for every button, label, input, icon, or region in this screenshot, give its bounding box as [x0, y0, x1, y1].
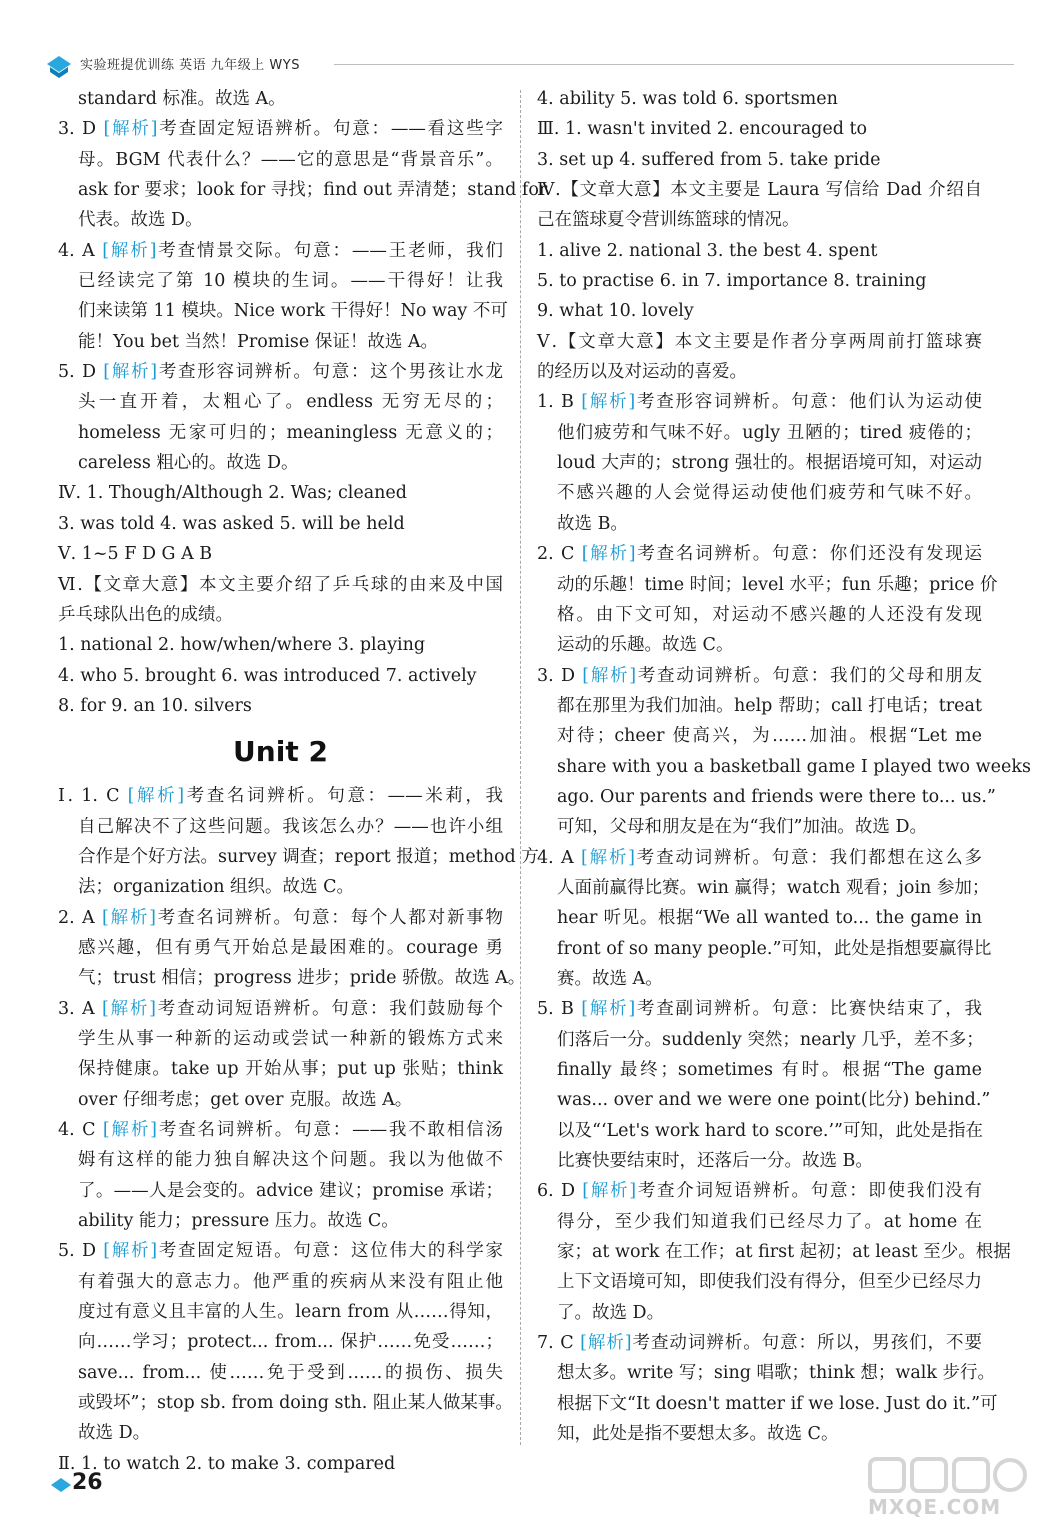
answer-line: 4. ability 5. was told 6. sportsmen	[537, 89, 838, 109]
answer-line: 对待；cheer 使高兴，为……加油。根据“Let me	[557, 726, 982, 747]
answer-line: 姆有这样的能力独自解决这个问题。我以为他做不	[78, 1150, 503, 1171]
unit-heading: Unit 2	[233, 735, 328, 769]
analysis-tag: [解析]	[102, 240, 157, 261]
page-number: 26	[72, 1470, 103, 1495]
answer-line: save... from... 使……免于受到……的损伤、损失	[78, 1362, 503, 1383]
answer-line: 能！You bet 当然！Promise 保证！故选 A。	[78, 331, 439, 352]
answer-line: front of so many people.”可知，此处是指想要赢得比	[557, 938, 992, 959]
answer-line: 3. D [解析]考查动词辨析。句意：我们的父母和朋友	[537, 665, 983, 686]
answer-line: Ⅰ. 1. C [解析]考查名词辨析。句意：——米莉，我	[58, 786, 504, 807]
answer-line: ability 能力；pressure 压力。故选 C。	[78, 1211, 399, 1232]
answer-line: 5. D [解析]考查形容词辨析。句意：这个男孩让水龙	[58, 362, 504, 383]
left-column	[58, 84, 548, 1479]
page-number-icon	[50, 1475, 72, 1495]
answer-line: 乒乓球队出色的成绩。	[58, 604, 233, 625]
answer-line: was... over and we were one point(比分) behind.”	[557, 1090, 991, 1111]
analysis-tag: [解析]	[102, 907, 157, 928]
analysis-tag: [解析]	[127, 786, 185, 807]
answer-line: loud 大声的；strong 强壮的。根据语境可知，对运动	[557, 453, 982, 474]
page-header	[44, 50, 1014, 82]
answer-line: 4. who 5. brought 6. was introduced 7. actively	[58, 665, 477, 686]
answer-line: 学生从事一种新的运动或尝试一种新的锻炼方式来	[78, 1028, 503, 1049]
answer-line: 母。BGM 代表什么？——它的意思是“背景音乐”。	[78, 149, 503, 170]
analysis-tag: [解析]	[102, 998, 157, 1019]
answer-line: 的经历以及对运动的喜爱。	[537, 362, 747, 383]
analysis-tag: [解析]	[581, 544, 636, 565]
answer-line: 度过有意义且丰富的人生。learn from 从……得知，	[78, 1302, 503, 1323]
answer-line: 比赛快要结束时，还落后一分。故选 B。	[557, 1151, 873, 1172]
answer-line: 以及“‘Let's work hard to score.’”可知，此处是指在	[557, 1120, 983, 1141]
analysis-tag: [解析]	[103, 119, 158, 140]
column-divider	[520, 90, 521, 1445]
answer-line: 格。由下文可知，对运动不感兴趣的人还没有发现	[557, 604, 982, 625]
answer-line: 1. national 2. how/when/where 3. playing	[58, 635, 426, 656]
answer-line: 家；at work 在工作；at first 起初；at least 至少。根据	[557, 1242, 1011, 1263]
answer-line: 己在篮球夏令营训练篮球的情况。	[537, 210, 800, 231]
answer-line: 得分，至少我们知道我们已经尽力了。at home 在	[557, 1211, 982, 1232]
analysis-tag: [解析]	[581, 999, 636, 1020]
answer-line: 5. to practise 6. in 7. importance 8. training	[537, 271, 927, 292]
answer-line: 8. for 9. an 10. silvers	[58, 695, 252, 716]
answer-line: hear 听见。根据“We all wanted to... the game in	[557, 908, 982, 929]
analysis-tag: [解析]	[581, 392, 636, 413]
analysis-tag: [解析]	[580, 1333, 632, 1354]
answer-line: standard 标准。故选 A。	[78, 89, 286, 109]
answer-line: 向……学习；protect... from... 保护……免受……；	[78, 1332, 503, 1353]
answer-line: 们落后一分。suddenly 突然；nearly 几乎，差不多；	[557, 1029, 984, 1050]
answer-line: 代表。故选 D。	[78, 210, 203, 231]
answer-line: 4. C [解析]考查名词辨析。句意：——我不敢相信汤	[58, 1120, 504, 1140]
answer-line: 3. A [解析]考查动词短语辨析。句意：我们鼓励每个	[58, 998, 504, 1019]
answer-line: 赛。故选 A。	[557, 968, 663, 989]
answer-line: 他们疲劳和气味不好。ugly 丑陋的；tired 疲倦的；	[557, 422, 982, 443]
answer-line: 1. alive 2. national 3. the best 4. spent	[537, 240, 878, 261]
answer-line: 3. set up 4. suffered from 5. take pride	[537, 149, 881, 170]
answer-line: 自己解决不了这些问题。我该怎么办？——也许小组	[78, 816, 503, 837]
answer-line: 们来读第 11 模块。Nice work 干得好！No way 不可	[78, 301, 508, 322]
answer-line: 9. what 10. lovely	[537, 301, 694, 322]
answer-line: 故选 D。	[78, 1423, 151, 1444]
analysis-tag: [解析]	[103, 1241, 158, 1262]
answer-line: 根据下文“It doesn't matter if we lose. Just do it.”可	[557, 1393, 998, 1414]
header-rule	[334, 64, 1014, 65]
answer-line: 动的乐趣！time 时间；level 水平；fun 乐趣；price 价	[557, 574, 998, 595]
answer-line: 头一直开着，太粗心了。endless 无穷无尽的；	[78, 392, 503, 413]
answer-line: 气；trust 相信；progress 进步；pride 骄傲。故选 A。	[78, 968, 526, 989]
answer-line: 知，此处是指不要想太多。故选 C。	[557, 1424, 839, 1445]
answer-line: 法；organization 组织。故选 C。	[78, 877, 355, 898]
answer-line: 2. C [解析]考查名词辨析。句意：你们还没有发现运	[537, 544, 982, 565]
analysis-tag: [解析]	[582, 1181, 637, 1202]
answer-line: over 仔细考虑；get over 克服。故选 A。	[78, 1089, 413, 1110]
answer-line: Ⅱ. 1. to watch 2. to make 3. compared	[58, 1453, 396, 1474]
header-title: 实验班提优训练 英语 九年级上 WYS	[80, 58, 300, 73]
answer-line: 运动的乐趣。故选 C。	[557, 635, 734, 656]
answer-line: Ⅵ.【文章大意】本文主要介绍了乒乓球的由来及中国	[58, 574, 503, 595]
answer-line: 合作是个好方法。survey 调查；report 报道；method 方	[78, 846, 539, 867]
watermark-logo-icon	[860, 1455, 1030, 1495]
answer-line: 6. D [解析]考查介词短语辨析。句意：即使我们没有	[537, 1181, 983, 1202]
answer-line: 1. B [解析]考查形容词辨析。句意：他们认为运动使	[537, 392, 983, 413]
answer-line: Ⅲ. 1. wasn't invited 2. encouraged to	[537, 119, 868, 140]
answer-line: 都在那里为我们加油。help 帮助；call 打电话；treat	[557, 695, 982, 716]
answer-line: 感兴趣，但有勇气开始总是最困难的。courage 勇	[78, 937, 503, 958]
answer-line: 已经读完了第 10 模块的生词。——干得好！让我	[78, 271, 503, 292]
answer-line: 3. was told 4. was asked 5. will be held	[58, 513, 405, 534]
answer-line: 想太多。write 写；sing 唱歌；think 想；walk 步行。	[557, 1363, 996, 1384]
book-logo-icon	[44, 52, 74, 80]
analysis-tag: [解析]	[103, 362, 158, 383]
answer-line: 了。故选 D。	[557, 1302, 665, 1323]
answer-line: ask for 要求；look for 寻找；find out 弄清楚；stand for	[78, 180, 548, 201]
analysis-tag: [解析]	[581, 847, 636, 868]
watermark-text: MXQE.COM	[868, 1495, 1002, 1519]
answer-line: 5. D [解析]考查固定短语。句意：这位伟大的科学家	[58, 1241, 504, 1262]
answer-line: 不感兴趣的人会觉得运动使他们疲劳和气味不好。	[557, 483, 982, 504]
answer-line: 上下文语境可知，即使我们没有得分，但至少已经尽力	[557, 1272, 982, 1293]
answer-line: 4. A [解析]考查情景交际。句意：——王老师，我们	[58, 240, 504, 261]
answer-line: 人面前赢得比赛。win 赢得；watch 观看；join 参加；	[557, 877, 990, 898]
answer-line: Ⅳ. 1. Though/Although 2. Was; cleaned	[58, 483, 407, 504]
analysis-tag: [解析]	[102, 1120, 158, 1140]
answer-line: ago. Our parents and friends were there to... us.”	[557, 786, 996, 807]
watermark	[860, 1455, 1030, 1525]
right-column	[537, 84, 1031, 1449]
answer-line: 或毁坏”；stop sb. from doing sth. 阻止某人做某事。	[78, 1393, 513, 1414]
answer-line: 3. D [解析]考查固定短语辨析。句意：——看这些字	[58, 119, 504, 140]
answer-line: 保持健康。take up 开始从事；put up 张贴；think	[78, 1059, 503, 1080]
answer-line: 2. A [解析]考查名词辨析。句意：每个人都对新事物	[58, 907, 504, 928]
answer-line: 4. A [解析]考查动词辨析。句意：我们都想在这么多	[537, 847, 983, 868]
answer-line: 了。——人是会变的。advice 建议；promise 承诺；	[78, 1180, 503, 1201]
answer-line: Ⅴ.【文章大意】本文主要是作者分享两周前打篮球赛	[537, 331, 982, 352]
answer-line: 故选 B。	[557, 513, 628, 534]
answer-line: share with you a basketball game I played two weeks	[557, 756, 1031, 777]
answer-line: 7. C [解析]考查动词辨析。句意：所以，男孩们，不要	[537, 1333, 983, 1354]
analysis-tag: [解析]	[582, 665, 637, 686]
answer-line: homeless 无家可归的；meaningless 无意义的；	[78, 422, 503, 443]
answer-line: careless 粗心的。故选 D。	[78, 453, 299, 474]
answer-line: Ⅳ.【文章大意】本文主要是 Laura 写信给 Dad 介绍自	[537, 180, 982, 201]
answer-line: 5. B [解析]考查副词辨析。句意：比赛快结束了，我	[537, 999, 983, 1020]
answer-line: Ⅴ. 1~5 F D G A B	[58, 544, 213, 565]
answer-line: 有着强大的意志力。他严重的疾病从来没有阻止他	[78, 1271, 503, 1292]
answer-line: finally 最终；sometimes 有时。根据“The game	[557, 1060, 982, 1080]
answer-line: 可知，父母和朋友是在为“我们”加油。故选 D。	[557, 817, 927, 838]
